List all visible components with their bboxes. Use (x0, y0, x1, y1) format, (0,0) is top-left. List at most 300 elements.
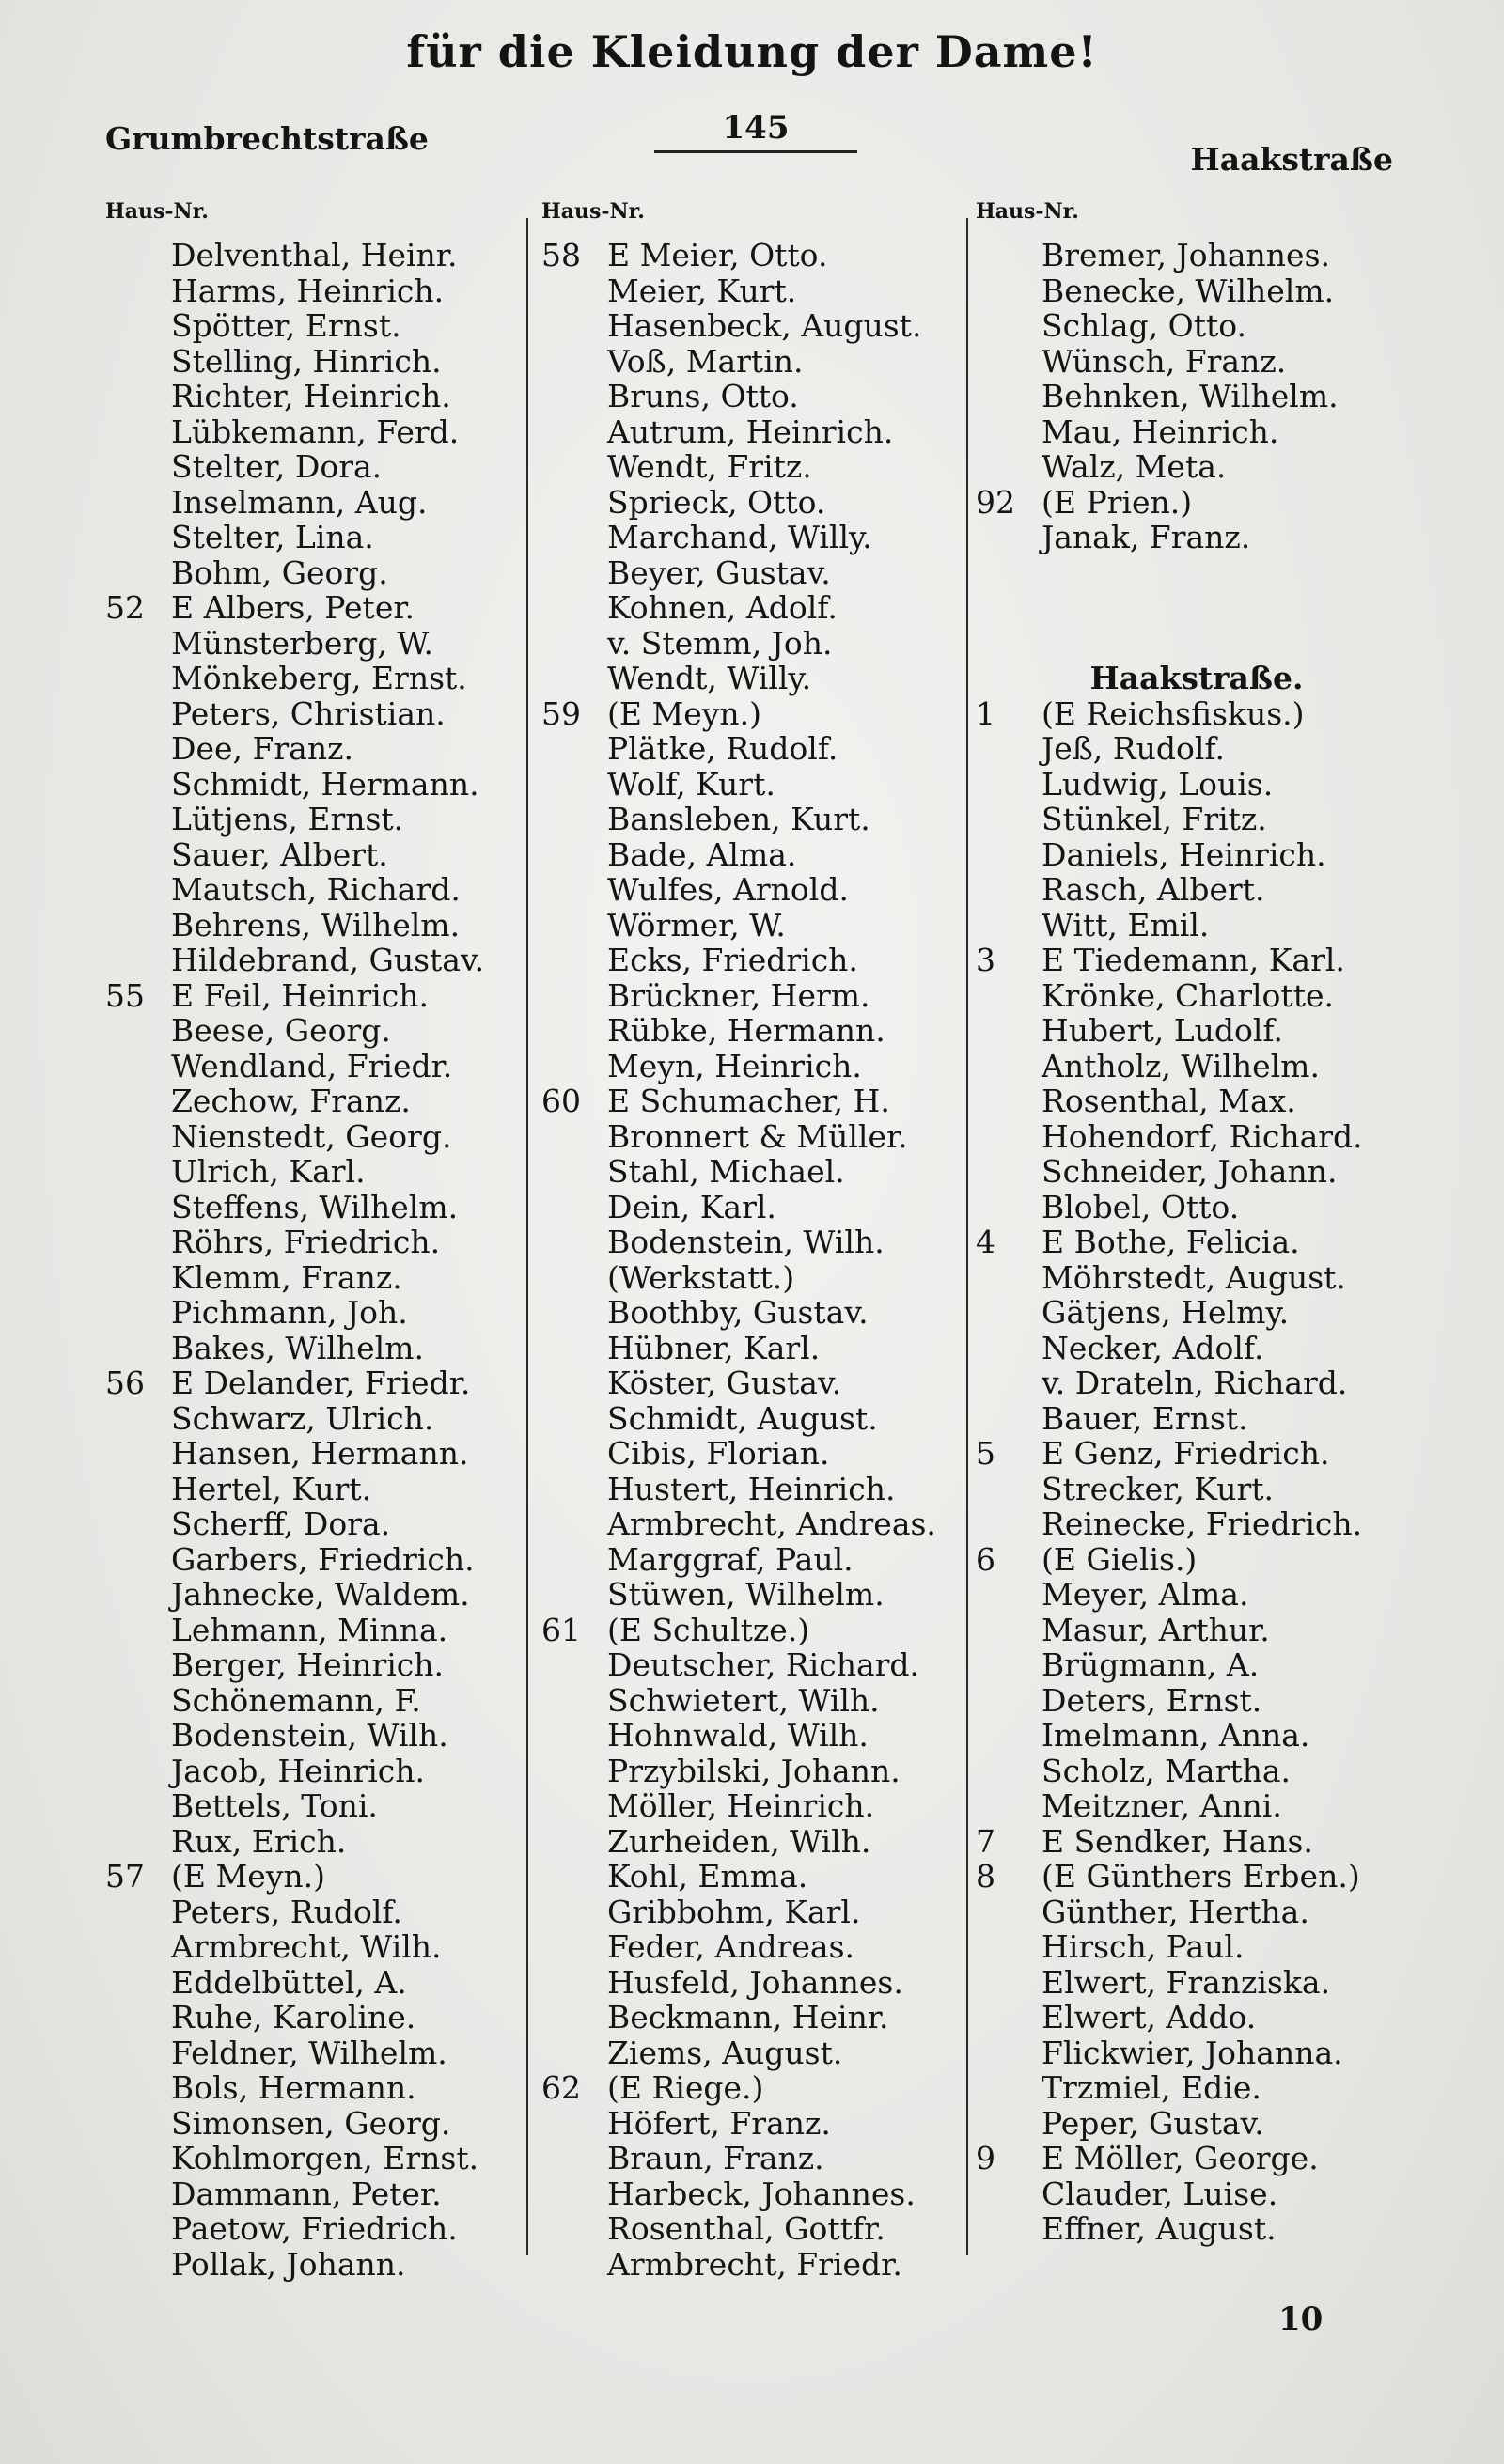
house-number (976, 555, 1042, 591)
list-item (976, 802, 1418, 837)
list-item (105, 1365, 528, 1401)
resident-name: Wulfes, Arnold. (607, 871, 849, 908)
list-item (976, 344, 1418, 380)
list-item (105, 2000, 528, 2035)
house-number (105, 1154, 171, 1190)
list-item (541, 1190, 964, 1225)
house-number (541, 731, 607, 767)
resident-name: Kohl, Emma. (607, 1858, 808, 1895)
house-number (105, 449, 171, 485)
house-number (105, 2141, 171, 2176)
resident-name: Harbeck, Johannes. (607, 2175, 916, 2212)
list-item (105, 2211, 528, 2247)
resident-name: E Meier, Otto. (607, 237, 828, 273)
list-item (541, 1965, 964, 2001)
house-number (541, 414, 607, 450)
resident-name: Klemm, Franz. (171, 1258, 402, 1296)
resident-name: Trzmiel, Edie. (1042, 2069, 1261, 2106)
house-number (541, 1154, 607, 1190)
resident-name: Röhrs, Friedrich. (171, 1224, 441, 1260)
resident-name: Meyer, Alma. (1042, 1576, 1249, 1613)
list-item (976, 696, 1418, 732)
list-item (541, 1506, 964, 1542)
house-number (976, 1754, 1042, 1789)
list-item (541, 1295, 964, 1331)
list-item (541, 1472, 964, 1507)
house-number (976, 590, 1042, 626)
list-item (105, 1472, 528, 1507)
resident-name: Bauer, Ernst. (1042, 1399, 1248, 1437)
house-number (105, 2000, 171, 2035)
house-number (105, 1647, 171, 1683)
list-item (976, 1859, 1418, 1895)
resident-name: Bruns, Otto. (607, 378, 799, 414)
resident-name: E Delander, Friedr. (171, 1365, 471, 1401)
house-number (105, 308, 171, 344)
house-number (105, 520, 171, 555)
house-number: 61 (541, 1611, 581, 1648)
house-number: 1 (976, 694, 995, 732)
house-number (976, 2035, 1042, 2071)
resident-name: Nienstedt, Georg. (171, 1117, 452, 1155)
resident-name: Meyn, Heinrich. (607, 1047, 862, 1084)
house-number: 92 (976, 483, 1015, 521)
house-number (541, 1401, 607, 1437)
house-number: 6 (976, 1540, 995, 1578)
list-item (976, 449, 1418, 485)
house-number (541, 1683, 607, 1719)
resident-name: Witt, Emil. (1042, 906, 1210, 943)
street-heading-row (976, 661, 1418, 696)
house-number: 7 (976, 1822, 995, 1860)
house-number (541, 379, 607, 414)
house-number (541, 661, 607, 696)
column-rule (966, 218, 968, 2255)
house-number (105, 1331, 171, 1366)
list-item (105, 626, 528, 662)
resident-name: Peters, Rudolf. (171, 1893, 402, 1930)
list-item (105, 1260, 528, 1296)
house-number (105, 1577, 171, 1613)
list-item (105, 1718, 528, 1754)
list-item (105, 1683, 528, 1719)
resident-name: E Genz, Friedrich. (1042, 1435, 1330, 1472)
list-item (976, 1190, 1418, 1225)
resident-name: Harms, Heinrich. (171, 272, 445, 309)
list-item (105, 344, 528, 380)
list-item (105, 273, 528, 309)
resident-name: Armbrecht, Andreas. (607, 1505, 936, 1542)
house-number (976, 414, 1042, 450)
resident-name: Clauder, Luise. (1042, 2175, 1278, 2212)
list-item (105, 872, 528, 908)
house-number (105, 1295, 171, 1331)
resident-name: Przybilski, Johann. (607, 1752, 901, 1789)
list-item (105, 731, 528, 767)
house-number (105, 1542, 171, 1578)
list-item (541, 908, 964, 943)
resident-name: E Schumacher, H. (607, 1083, 890, 1119)
house-number (105, 273, 171, 309)
list-item (105, 1647, 528, 1683)
list-item (976, 1084, 1418, 1119)
list-item (105, 767, 528, 803)
house-number: 62 (541, 2069, 581, 2106)
resident-name: Plätke, Rudolf. (607, 730, 838, 767)
list-item (105, 1613, 528, 1648)
resident-name: Gätjens, Helmy. (1042, 1294, 1290, 1331)
resident-name: (E Schultze.) (607, 1611, 810, 1648)
list-item (541, 2247, 964, 2283)
list-item (105, 1577, 528, 1613)
list-item (105, 379, 528, 414)
list-item (105, 1331, 528, 1366)
resident-name: Rux, Erich. (171, 1822, 347, 1860)
list-item (976, 837, 1418, 873)
resident-name: Deters, Ernst. (1042, 1681, 1262, 1719)
list-item (541, 2176, 964, 2212)
house-number: 4 (976, 1224, 995, 1260)
house-number (105, 379, 171, 414)
list-item (976, 1154, 1418, 1190)
list-item (541, 1365, 964, 1401)
resident-name: Voß, Martin. (607, 342, 804, 380)
house-number (976, 2176, 1042, 2212)
resident-name: Braun, Franz. (607, 2140, 824, 2176)
house-number (541, 1506, 607, 1542)
house-number (105, 1506, 171, 1542)
house-number (105, 2211, 171, 2247)
resident-name: (Werkstatt.) (607, 1258, 795, 1296)
resident-name: Bakes, Wilhelm. (171, 1329, 424, 1366)
list-item (105, 1965, 528, 2001)
house-number (541, 449, 607, 485)
house-number (105, 661, 171, 696)
resident-name: Kohnen, Adolf. (607, 589, 838, 626)
house-number (105, 2035, 171, 2071)
house-number (976, 308, 1042, 344)
list-item (976, 2211, 1418, 2247)
list-item (976, 520, 1418, 555)
resident-name: Bronnert & Müller. (607, 1117, 908, 1155)
list-item (541, 1436, 964, 1472)
list-item (976, 414, 1418, 450)
resident-name: (E Riege.) (607, 2069, 764, 2106)
resident-name: Scherff, Dora. (171, 1505, 391, 1542)
resident-name: Richter, Heinrich. (171, 378, 451, 414)
house-number (541, 555, 607, 591)
house-number (105, 1084, 171, 1119)
resident-name: v. Drateln, Richard. (1042, 1365, 1348, 1401)
resident-name: Janak, Franz. (1042, 519, 1251, 555)
house-number (541, 2211, 607, 2247)
house-number (976, 731, 1042, 767)
house-number (976, 2211, 1042, 2247)
resident-name: Peper, Gustav. (1042, 2104, 1264, 2142)
house-number (976, 1013, 1042, 1049)
house-number (976, 520, 1042, 555)
list-item (976, 2035, 1418, 2071)
resident-name: Scholz, Martha. (1042, 1752, 1292, 1789)
resident-name: Meier, Kurt. (607, 272, 797, 309)
house-number (541, 1224, 607, 1260)
house-number (976, 1718, 1042, 1754)
list-item (976, 1647, 1418, 1683)
resident-name: Beese, Georg. (171, 1012, 391, 1049)
resident-name: (E Günthers Erben.) (1042, 1858, 1360, 1895)
resident-name: Hildebrand, Gustav. (171, 942, 485, 978)
resident-name: Garbers, Friedrich. (171, 1540, 475, 1578)
resident-name: Armbrecht, Wilh. (171, 1928, 442, 1965)
list-item (541, 1647, 964, 1683)
list-item (105, 1929, 528, 1965)
list-item (541, 344, 964, 380)
resident-name: Elwert, Addo. (1042, 1999, 1257, 2035)
list-item (541, 2141, 964, 2176)
resident-name: Ulrich, Karl. (171, 1153, 366, 1190)
resident-name: Schneider, Johann. (1042, 1153, 1338, 1190)
list-item (976, 1542, 1418, 1578)
house-number (541, 2000, 607, 2035)
house-number (541, 1895, 607, 1930)
house-number (105, 872, 171, 908)
list-item (105, 696, 528, 732)
list-item (105, 414, 528, 450)
list-item (976, 1365, 1418, 1401)
resident-name: Stelter, Dora. (171, 448, 383, 485)
house-number (105, 1401, 171, 1437)
list-item (976, 767, 1418, 803)
list-item (105, 943, 528, 978)
list-item (541, 1119, 964, 1155)
list-item (541, 1577, 964, 1613)
house-number (105, 943, 171, 978)
resident-name: Hasenbeck, August. (607, 307, 922, 344)
list-item (541, 1613, 964, 1648)
house-number: 3 (976, 942, 995, 978)
blank-row (976, 590, 1418, 626)
resident-name: Meitzner, Anni. (1042, 1787, 1282, 1824)
resident-name: Sprieck, Otto. (607, 483, 826, 521)
list-item (541, 2211, 964, 2247)
house-number (976, 449, 1042, 485)
resident-name: (E Prien.) (1042, 483, 1193, 521)
list-item (541, 1154, 964, 1190)
running-head-right: Haakstraße (1190, 141, 1393, 178)
list-item (541, 1754, 964, 1789)
list-item (976, 1436, 1418, 1472)
resident-name: Ruhe, Karoline. (171, 1999, 416, 2035)
house-number: 5 (976, 1435, 995, 1472)
list-item (976, 1331, 1418, 1366)
resident-name: Brügmann, A. (1042, 1646, 1260, 1683)
resident-name: Lübkemann, Ferd. (171, 413, 460, 450)
resident-name: Peters, Christian. (171, 694, 446, 732)
list-item (976, 238, 1418, 273)
resident-name: Rosenthal, Max. (1042, 1083, 1296, 1119)
list-item (541, 1718, 964, 1754)
list-item (541, 1788, 964, 1824)
house-number (541, 1929, 607, 1965)
house-number (541, 872, 607, 908)
house-number (541, 1754, 607, 1789)
house-number (976, 1647, 1042, 1683)
house-number (976, 1929, 1042, 1965)
resident-name: E Sendker, Hans. (1042, 1822, 1313, 1860)
house-number (976, 1472, 1042, 1507)
list-item (105, 238, 528, 273)
resident-name: Ludwig, Louis. (1042, 765, 1274, 803)
resident-name: Necker, Adolf. (1042, 1329, 1264, 1366)
list-item (105, 2176, 528, 2212)
running-head-left: Grumbrechtstraße (105, 120, 429, 157)
resident-name: Paetow, Friedrich. (171, 2210, 458, 2247)
list-item (976, 1295, 1418, 1331)
resident-name: Deutscher, Richard. (607, 1646, 920, 1683)
list-item (105, 908, 528, 943)
house-number (105, 908, 171, 943)
house-number (976, 1683, 1042, 1719)
list-item (105, 1859, 528, 1895)
resident-name: Hübner, Karl. (607, 1329, 821, 1366)
list-item (105, 2141, 528, 2176)
resident-name: Stünkel, Fritz. (1042, 801, 1267, 837)
house-number (105, 1788, 171, 1824)
list-item (541, 767, 964, 803)
list-item (541, 661, 964, 696)
resident-name: Möller, Heinrich. (607, 1787, 875, 1824)
list-item (976, 2000, 1418, 2035)
list-item (541, 1331, 964, 1366)
house-number: 9 (976, 2140, 995, 2176)
entry-list (105, 238, 528, 2282)
list-item (976, 1506, 1418, 1542)
resident-name: Masur, Arthur. (1042, 1611, 1270, 1648)
house-number (976, 1577, 1042, 1613)
advertisement-banner: für die Kleidung der Dame! (406, 26, 1098, 77)
resident-name: Hirsch, Paul. (1042, 1928, 1245, 1965)
list-item (976, 978, 1418, 1014)
house-number (976, 1613, 1042, 1648)
house-number (976, 978, 1042, 1014)
house-number (105, 1895, 171, 1930)
resident-name: Zurheiden, Wilh. (607, 1822, 871, 1860)
house-number (976, 2106, 1042, 2142)
house-number (541, 1260, 607, 1296)
list-item (105, 1190, 528, 1225)
house-number (541, 908, 607, 943)
list-item (541, 1929, 964, 1965)
resident-name: Beyer, Gustav. (607, 554, 831, 591)
list-item (105, 1824, 528, 1860)
resident-name: Höfert, Franz. (607, 2104, 831, 2142)
resident-name: Delventhal, Heinr. (171, 237, 458, 273)
list-item (976, 1049, 1418, 1084)
house-number (541, 485, 607, 521)
list-item (541, 2000, 964, 2035)
list-item (541, 590, 964, 626)
list-item (976, 1788, 1418, 1824)
resident-name: v. Stemm, Joh. (607, 624, 833, 662)
resident-name: Köster, Gustav. (607, 1365, 842, 1401)
resident-name: Rosenthal, Gottfr. (607, 2210, 885, 2247)
list-item (105, 590, 528, 626)
resident-name: Wendland, Friedr. (171, 1047, 453, 1084)
list-item (976, 273, 1418, 309)
house-number (541, 590, 607, 626)
house-number (976, 1049, 1042, 1084)
house-number (541, 2247, 607, 2283)
list-item (105, 449, 528, 485)
resident-name: Wendt, Willy. (607, 660, 812, 696)
resident-name: Bodenstein, Wilh. (171, 1717, 448, 1754)
list-item (976, 731, 1418, 767)
house-number (541, 626, 607, 662)
house-number (541, 1542, 607, 1578)
house-number (976, 1895, 1042, 1930)
resident-name: Stelling, Hinrich. (171, 342, 442, 380)
page-number: 145 (654, 109, 857, 153)
house-number (976, 1119, 1042, 1155)
resident-name: Strecker, Kurt. (1042, 1470, 1275, 1507)
resident-name: Daniels, Heinrich. (1042, 835, 1326, 873)
house-number (541, 1436, 607, 1472)
list-item (105, 308, 528, 344)
list-item (105, 1754, 528, 1789)
list-item (105, 1013, 528, 1049)
resident-name: Hohnwald, Wilh. (607, 1717, 869, 1754)
house-number (541, 1965, 607, 2001)
resident-name: Stüwen, Wilhelm. (607, 1576, 885, 1613)
house-number (541, 1190, 607, 1225)
house-number (105, 485, 171, 521)
list-item (976, 943, 1418, 978)
list-item (541, 1859, 964, 1895)
list-item (541, 626, 964, 662)
house-number (105, 2247, 171, 2283)
column-header: Haus-Nr. (976, 199, 1079, 224)
resident-name: Blobel, Otto. (1042, 1188, 1240, 1225)
resident-name: Hustert, Heinrich. (607, 1470, 896, 1507)
house-number (541, 344, 607, 380)
resident-name: Feder, Andreas. (607, 1928, 855, 1965)
list-item (976, 1119, 1418, 1155)
house-number (105, 837, 171, 873)
resident-name: Schmidt, Hermann. (171, 765, 479, 803)
house-number (105, 1013, 171, 1049)
resident-name: Cibis, Florian. (607, 1435, 830, 1472)
list-item (976, 1929, 1418, 1965)
house-number (541, 520, 607, 555)
list-item (976, 1013, 1418, 1049)
list-item (976, 1401, 1418, 1437)
resident-name (1042, 626, 1418, 662)
resident-name: Bols, Hermann. (171, 2069, 416, 2106)
list-item (105, 1049, 528, 1084)
resident-name: Möhrstedt, August. (1042, 1258, 1346, 1296)
list-item (541, 837, 964, 873)
list-item (976, 908, 1418, 943)
house-number (105, 731, 171, 767)
list-item (541, 731, 964, 767)
resident-name: Boothby, Gustav. (607, 1294, 869, 1331)
list-item (976, 1260, 1418, 1296)
house-number (105, 1260, 171, 1296)
resident-name: E Feil, Heinrich. (171, 976, 429, 1014)
resident-name: Inselmann, Aug. (171, 483, 428, 521)
house-number (976, 1154, 1042, 1190)
list-item (541, 1824, 964, 1860)
